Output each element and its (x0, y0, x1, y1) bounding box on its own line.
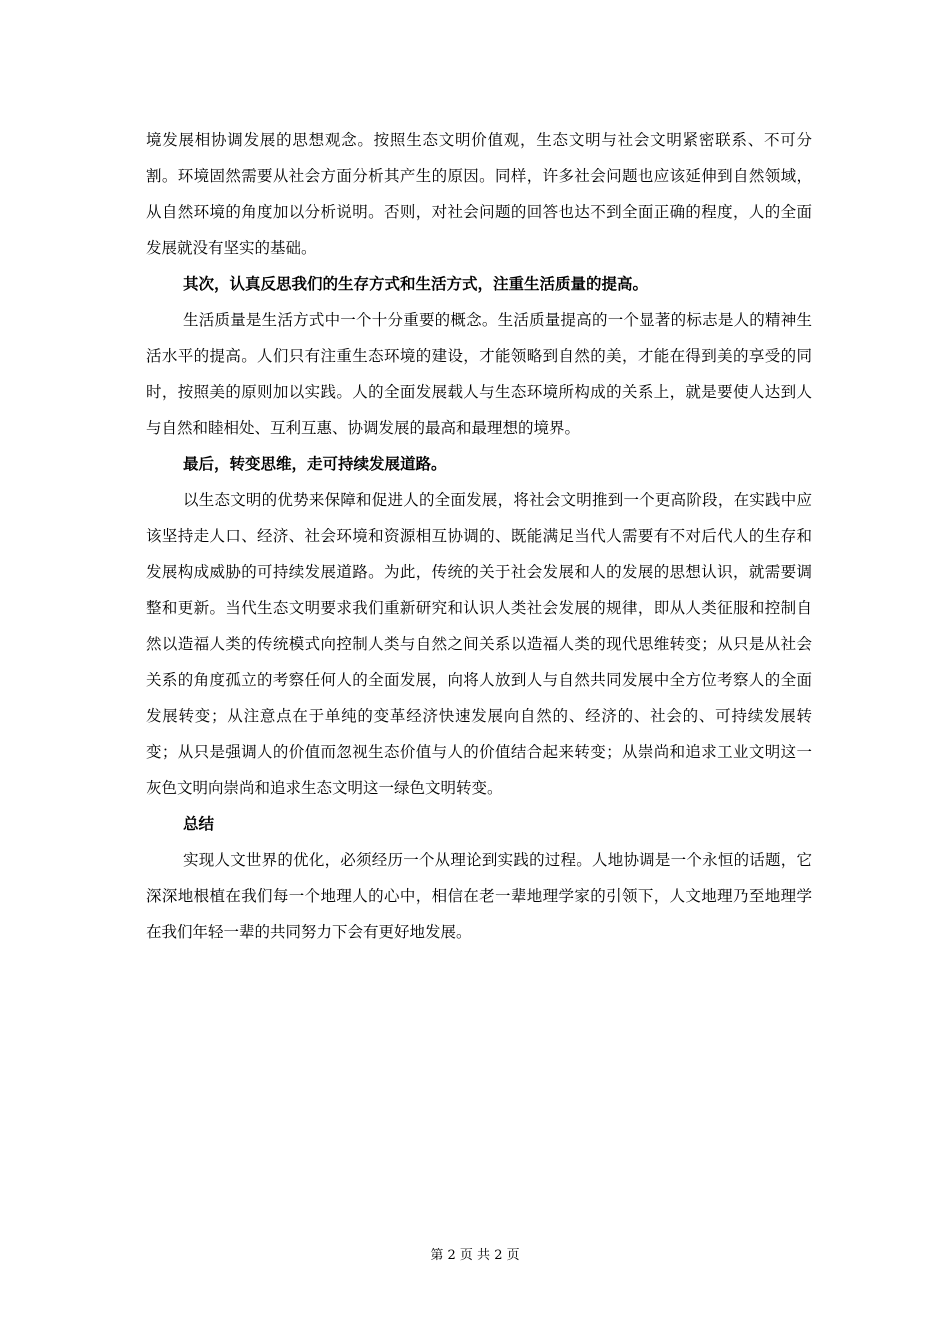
paragraph-continuation: 境发展相协调发展的思想观念。按照生态文明价值观，生态文明与社会文明紧密联系、不可分割。环境固然需要从社会方面分析其产生的原因。同样，许多社会问题也应该延伸到自然领域，从自然环境的角度加以分析说明。否则，对社会问题的回答也达不到全面正确的程度，人的全面发展就没有坚实的基础。 (146, 131, 812, 257)
paragraph-life-quality: 生活质量是生活方式中一个十分重要的概念。生活质量提高的一个显著的标志是人的精神生活水平的提高。人们只有注重生态环境的建设，才能领略到自然的美，才能在得到美的享受的同时，按照美的原则加以实践。人的全面发展载人与生态环境所构成的关系上，就是要使人达到人与自然和睦相处、互利互惠、协调发展的最高和最理想的境界。 (146, 311, 812, 437)
page-number-footer: 第 2 页 共 2 页 (430, 1248, 520, 1263)
section-heading-summary: 总结 (183, 815, 215, 833)
document-body (146, 122, 812, 950)
section-heading-finally: 最后，转变思维，走可持续发展道路。 (183, 455, 447, 473)
paragraph-summary: 实现人文世界的优化，必须经历一个从理论到实践的过程。人地协调是一个永恒的话题，它深深地根植在我们每一个地理人的心中，相信在老一辈地理学家的引领下，人文地理乃至地理学在我们年轻一辈的共同努力下会有更好地发展。 (146, 851, 812, 941)
section-heading-secondly: 其次，认真反思我们的生存方式和生活方式，注重生活质量的提高。 (183, 275, 649, 293)
paragraph-sustainable-development: 以生态文明的优势来保障和促进人的全面发展，将社会文明推到一个更高阶段，在实践中应该坚持走人口、经济、社会环境和资源相互协调的、既能满足当代人需要有不对后代人的生存和发展构成威胁的可持续发展道路。为此，传统的关于社会发展和人的发展的思想认识，就需要调整和更新。当代生态文明要求我们重新研究和认识人类社会发展的规律，即从人类征服和控制自然以造福人类的传统模式向控制人类与自然之间关系以造福人类的现代思维转变；从只是从社会关系的角度孤立的考察任何人的全面发展，向将人放到人与自然共同发展中全方位考察人的全面发展转变；从注意点在于单纯的变革经济快速发展向自然的、经济的、社会的、可持续发展转变；从只是强调人的价值而忽视生态价值与人的价值结合起来转变；从崇尚和追求工业文明这一灰色文明向崇尚和追求生态文明这一绿色文明转变。 (146, 491, 812, 797)
